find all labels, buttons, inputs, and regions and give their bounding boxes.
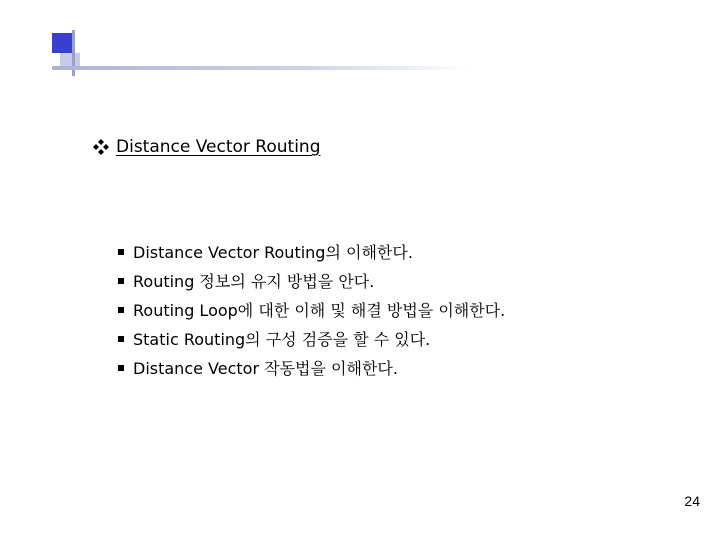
list-item xyxy=(118,295,505,324)
list-item xyxy=(118,324,505,353)
objective-list xyxy=(118,237,505,382)
square-bullet-icon xyxy=(118,336,124,342)
page-number: 24 xyxy=(684,493,700,509)
list-item-text: Static Routing의 구성 검증을 할 수 있다. xyxy=(133,330,431,349)
title-rule xyxy=(52,66,472,70)
list-item xyxy=(118,266,505,295)
square-bullet-icon xyxy=(118,365,124,371)
list-item xyxy=(118,353,505,382)
four-diamond-icon xyxy=(92,138,110,156)
square-bullet-icon xyxy=(118,278,124,284)
list-item-text: Routing 정보의 유지 방법을 안다. xyxy=(133,272,375,291)
list-item-text: Distance Vector Routing의 이해한다. xyxy=(133,243,413,262)
square-bullet-icon xyxy=(118,307,124,313)
square-bullet-icon xyxy=(118,249,124,255)
list-item xyxy=(118,237,505,266)
list-item-text: Distance Vector 작동법을 이해한다. xyxy=(133,359,398,378)
heading-text: Distance Vector Routing xyxy=(116,137,321,157)
decorative-square-blue xyxy=(52,33,72,53)
slide-heading xyxy=(92,136,321,158)
list-item-text: Routing Loop에 대한 이해 및 해결 방법을 이해한다. xyxy=(133,301,506,320)
